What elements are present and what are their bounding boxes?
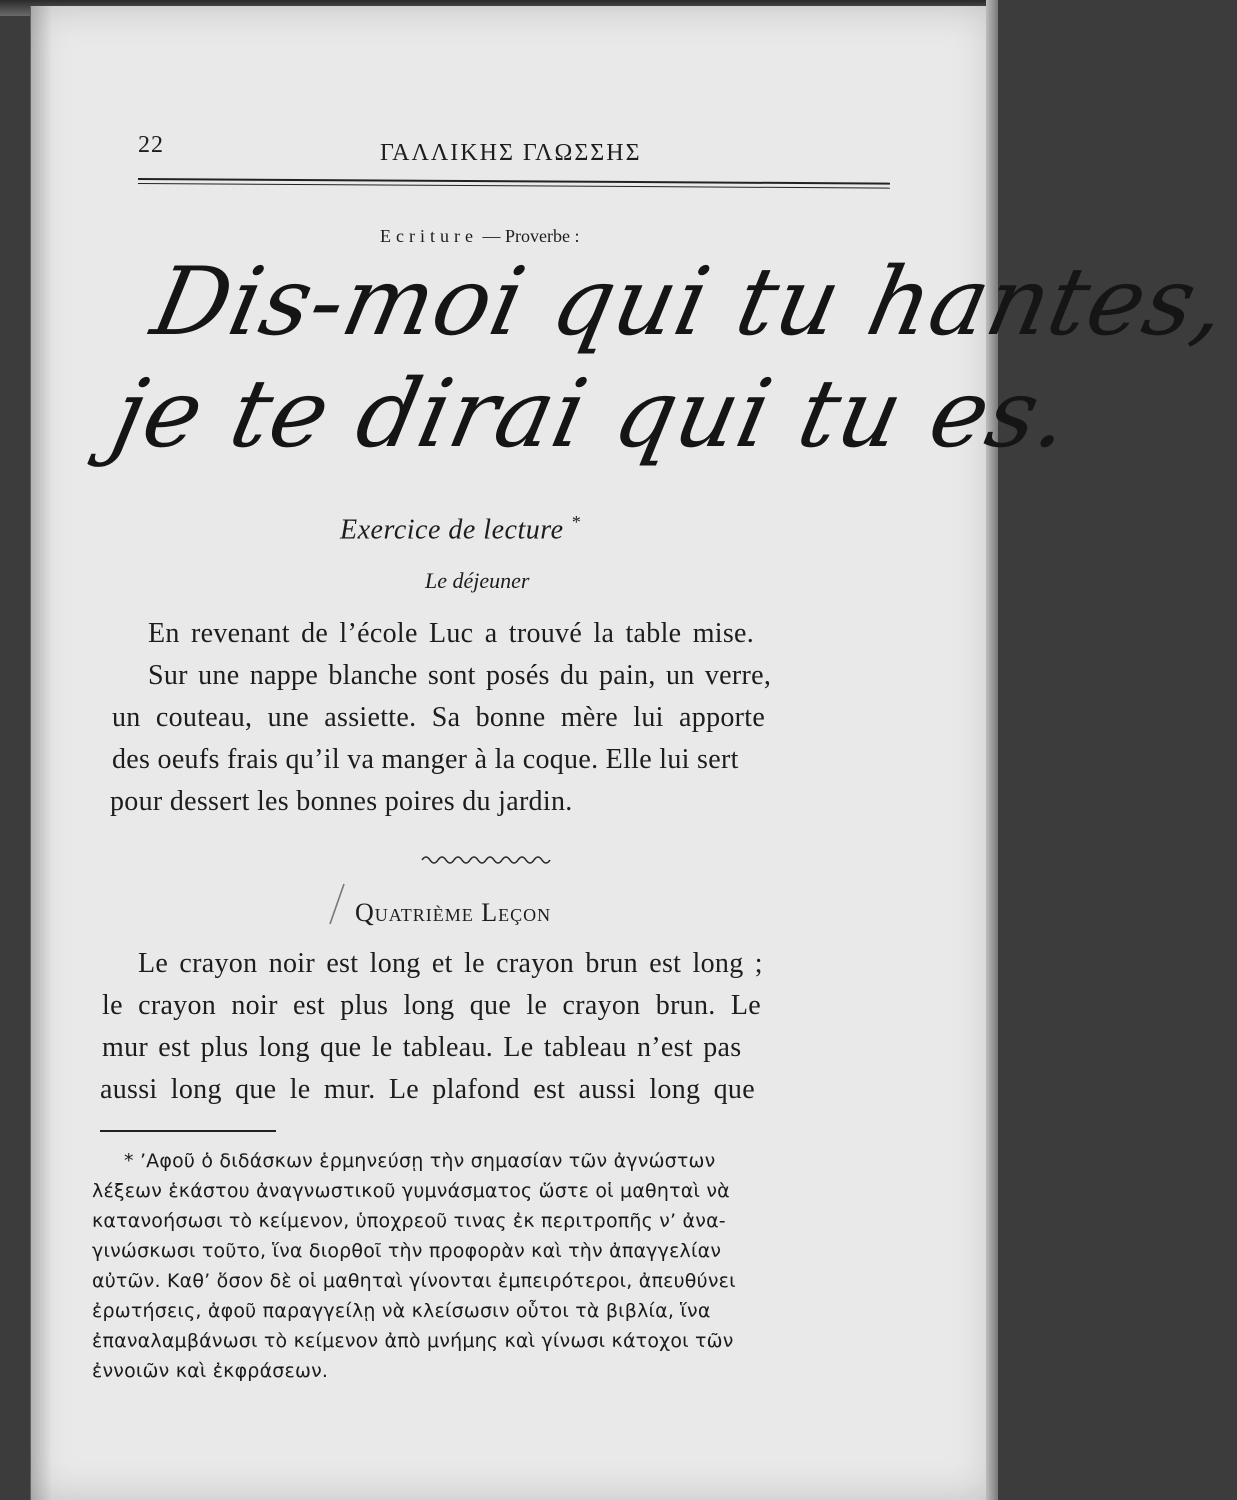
exercise-title-text: Exercice de lecture [340, 514, 564, 546]
section-divider-ornament [420, 852, 560, 866]
reading-line: En revenant de l’école Luc a trouvé la table mise. [148, 618, 755, 649]
page-gutter-shadow [30, 6, 52, 1500]
reading-line: un couteau, une assiette. Sa bonne mère lui apporte [112, 702, 766, 733]
running-head: ΓΑΛΛΙΚΗΣ ΓΛΩΣΣΗΣ [380, 140, 642, 166]
reading-line: pour dessert les bonnes poires du jardin. [110, 786, 573, 817]
lesson-line: le crayon noir est plus long que le crayon brun. Le [102, 990, 762, 1021]
lesson-title: Quatrième Leçon [355, 898, 552, 927]
footnote-line: ἐννοιῶν καὶ ἐκφράσεων. [92, 1360, 329, 1382]
footnote-line: * ’Αφοῦ ὁ διδάσκων ἑρμηνεύσῃ τὴν σημασίαν τῶν ἀγνώστων [124, 1150, 716, 1172]
exercise-title [340, 512, 581, 546]
writing-separator: — [477, 226, 505, 246]
footnote-line: λέξεων ἑκάστου ἀναγνωστικοῦ γυμνάσματος ὥστε οἱ μαθηταὶ νὰ [92, 1180, 730, 1202]
exercise-subtitle: Le déjeuner [425, 568, 530, 593]
page-number: 22 [138, 132, 164, 158]
reading-line: des oeufs frais qu’il va manger à la coque. Elle lui sert [112, 744, 739, 775]
pencil-check-mark [322, 880, 352, 930]
reading-line: Sur une nappe blanche sont posés du pain, un verre, [148, 660, 772, 691]
writing-label: Ecriture [380, 226, 478, 246]
footnote-line: ἐρωτήσεις, ἀφοῦ παραγγείλῃ νὰ κλείσωσιν οὗτοι τὰ βιβλία, ἵνα [92, 1300, 711, 1322]
proverb-script-line-1: Dis-moi qui tu hantes, [143, 248, 1237, 357]
lesson-line: Le crayon noir est long et le crayon brun est long ; [138, 948, 763, 979]
lesson-line: mur est plus long que le tableau. Le tableau n’est pas [102, 1032, 742, 1063]
footnote-rule [100, 1130, 276, 1132]
lesson-line: aussi long que le mur. Le plafond est aussi long que [100, 1074, 755, 1105]
footnote-marker: * [571, 512, 581, 532]
footnote-line: ἐπαναλαμβάνωσι τὸ κείμενον ἀπὸ μνήμης καὶ γίνωσι κάτοχοι τῶν [92, 1330, 734, 1352]
writing-kind: Proverbe : [504, 226, 580, 246]
next-page-edge [986, 0, 998, 1500]
footnote-line: αὐτῶν. Καθ’ ὅσον δὲ οἱ μαθηταὶ γίνονται ἐμπειρότεροι, ἀπευθύνει [92, 1270, 736, 1292]
proverb-script-line-2: je te dirai qui tu es. [103, 360, 1081, 469]
writing-caption [380, 226, 579, 247]
footnote-line: κατανοήσωσι τὸ κείμενον, ὑποχρεοῦ τινας ἐκ περιτροπῆς ν’ ἀνα- [92, 1210, 726, 1232]
footnote-line: γινώσκωσι τοῦτο, ἵνα διορθοῖ τὴν προφορὰν καὶ τὴν ἀπαγγελίαν [92, 1240, 722, 1262]
